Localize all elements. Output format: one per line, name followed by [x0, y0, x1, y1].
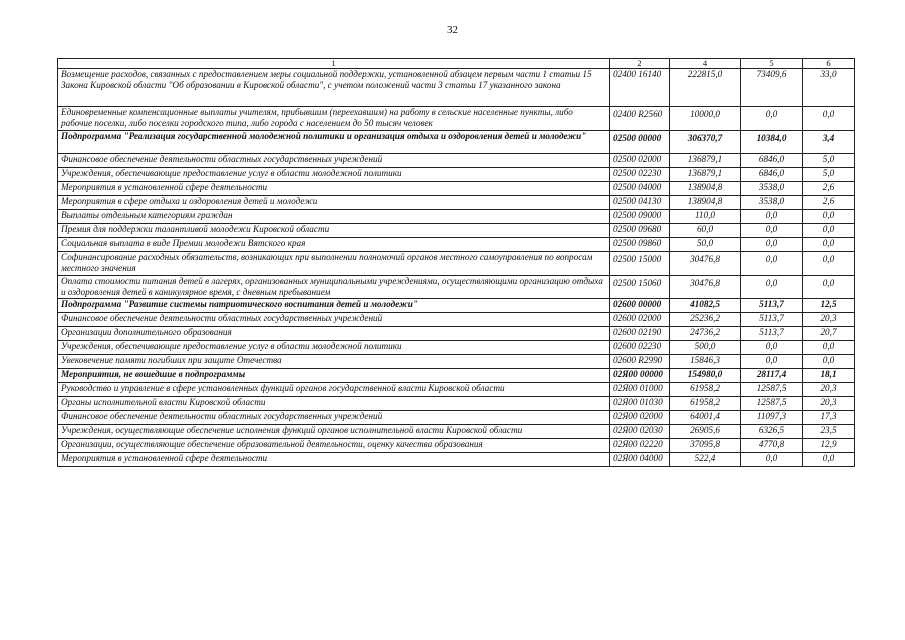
table-row [58, 223, 855, 237]
row-actual-value-cell: 5113,7 [741, 299, 803, 313]
table-row [58, 237, 855, 251]
row-percent-cell: 23,5 [803, 425, 855, 439]
table-row [58, 313, 855, 327]
row-percent-cell: 20,3 [803, 397, 855, 411]
row-code-cell: 02Я00 01000 [610, 383, 670, 397]
table-row [58, 299, 855, 313]
row-actual-value-cell: 0,0 [741, 251, 803, 275]
row-percent-cell: 2,6 [803, 195, 855, 209]
row-code-cell: 02500 02230 [610, 167, 670, 181]
row-name-cell: Возмещение расходов, связанных с предоставлением меры социальной поддержки, установленной абзацем первым части 1 статьи 15 Закона Кировской области "Об образовании в Кировской области", с учетом положений части 3 статьи 17 указанного закона [58, 69, 610, 107]
budget-table [57, 58, 855, 467]
row-code-cell: 02500 04130 [610, 195, 670, 209]
row-code-cell: 02Я00 01030 [610, 397, 670, 411]
table-row [58, 341, 855, 355]
row-percent-cell: 0,0 [803, 453, 855, 467]
table-row [58, 327, 855, 341]
row-actual-value-cell: 5113,7 [741, 313, 803, 327]
header-percent-column: 6 [803, 59, 855, 69]
row-name-cell: Мероприятия в установленной сфере деятельности [58, 453, 610, 467]
row-percent-cell: 0,0 [803, 275, 855, 299]
table-row [58, 167, 855, 181]
row-plan-value-cell: 64001,4 [670, 411, 741, 425]
row-name-cell: Подпрограмма "Развитие системы патриотического воспитания детей и молодежи" [58, 299, 610, 313]
table-row [58, 181, 855, 195]
row-name-cell: Софинансирование расходных обязательств, возникающих при выполнении полномочий органов местного самоуправления по вопросам местного значения [58, 251, 610, 275]
table-row [58, 425, 855, 439]
header-row [58, 59, 855, 69]
row-plan-value-cell: 136879,1 [670, 153, 741, 167]
row-plan-value-cell: 60,0 [670, 223, 741, 237]
row-percent-cell: 3,4 [803, 130, 855, 153]
row-plan-value-cell: 138904,8 [670, 195, 741, 209]
row-plan-value-cell: 61958,2 [670, 397, 741, 411]
row-plan-value-cell: 10000,0 [670, 107, 741, 131]
row-percent-cell: 18,1 [803, 369, 855, 383]
table-row [58, 153, 855, 167]
row-percent-cell: 20,7 [803, 327, 855, 341]
row-actual-value-cell: 3538,0 [741, 195, 803, 209]
header-name-column: 1 [58, 59, 610, 69]
row-percent-cell: 20,3 [803, 383, 855, 397]
row-code-cell: 02600 02190 [610, 327, 670, 341]
row-plan-value-cell: 138904,8 [670, 181, 741, 195]
row-percent-cell: 0,0 [803, 107, 855, 131]
row-name-cell: Мероприятия в установленной сфере деятельности [58, 181, 610, 195]
row-code-cell: 02500 02000 [610, 153, 670, 167]
table-row [58, 275, 855, 299]
row-name-cell: Финансовое обеспечение деятельности областных государственных учреждений [58, 411, 610, 425]
row-percent-cell: 20,3 [803, 313, 855, 327]
row-code-cell: 02500 09860 [610, 237, 670, 251]
row-code-cell: 02600 02230 [610, 341, 670, 355]
table-row [58, 383, 855, 397]
page-number: 32 [447, 24, 458, 36]
row-code-cell: 02500 04000 [610, 181, 670, 195]
row-code-cell: 02500 00000 [610, 130, 670, 153]
row-name-cell: Оплата стоимости питания детей в лагерях, организованных муниципальными учреждениями, осуществляющими организацию отдыха и оздоровления детей в каникулярное время, с дневным пребыванием [58, 275, 610, 299]
row-code-cell: 02400 16140 [610, 69, 670, 107]
row-plan-value-cell: 24736,2 [670, 327, 741, 341]
row-plan-value-cell: 306370,7 [670, 130, 741, 153]
table-row [58, 107, 855, 131]
table-row [58, 453, 855, 467]
row-percent-cell: 5,0 [803, 153, 855, 167]
row-code-cell: 02500 09000 [610, 209, 670, 223]
row-actual-value-cell: 3538,0 [741, 181, 803, 195]
row-name-cell: Премия для поддержки талантливой молодежи Кировской области [58, 223, 610, 237]
row-actual-value-cell: 28117,4 [741, 369, 803, 383]
row-plan-value-cell: 154980,0 [670, 369, 741, 383]
row-name-cell: Учреждения, осуществляющие обеспечение исполнения функций органов исполнительной власти Кировской области [58, 425, 610, 439]
table-row [58, 411, 855, 425]
table-row [58, 69, 855, 107]
row-code-cell: 02500 15000 [610, 251, 670, 275]
table-body [58, 69, 855, 467]
row-name-cell: Выплаты отдельным категориям граждан [58, 209, 610, 223]
table-row [58, 355, 855, 369]
row-code-cell: 02Я00 04000 [610, 453, 670, 467]
row-code-cell: 02600 R2990 [610, 355, 670, 369]
row-name-cell: Финансовое обеспечение деятельности областных государственных учреждений [58, 313, 610, 327]
header-plan-column: 4 [670, 59, 741, 69]
row-code-cell: 02600 02000 [610, 313, 670, 327]
row-name-cell: Единовременные компенсационные выплаты учителям, прибывшим (переехавшим) на работу в сельские населенные пункты, либо рабочие поселки, либо поселки городского типа, либо города с населением до 50 тысяч человек [58, 107, 610, 131]
row-actual-value-cell: 6846,0 [741, 167, 803, 181]
row-actual-value-cell: 12587,5 [741, 383, 803, 397]
table-row [58, 130, 855, 153]
row-actual-value-cell: 0,0 [741, 453, 803, 467]
row-percent-cell: 33,0 [803, 69, 855, 107]
row-plan-value-cell: 110,0 [670, 209, 741, 223]
row-actual-value-cell: 6846,0 [741, 153, 803, 167]
row-code-cell: 02400 R2560 [610, 107, 670, 131]
row-plan-value-cell: 222815,0 [670, 69, 741, 107]
row-plan-value-cell: 50,0 [670, 237, 741, 251]
row-plan-value-cell: 136879,1 [670, 167, 741, 181]
row-actual-value-cell: 6326,5 [741, 425, 803, 439]
row-name-cell: Руководство и управление в сфере установленных функций органов государственной власти Кировской области [58, 383, 610, 397]
row-actual-value-cell: 11097,3 [741, 411, 803, 425]
row-actual-value-cell: 5113,7 [741, 327, 803, 341]
row-name-cell: Учреждения, обеспечивающие предоставление услуг в области молодежной политики [58, 167, 610, 181]
row-actual-value-cell: 0,0 [741, 341, 803, 355]
row-percent-cell: 0,0 [803, 209, 855, 223]
table-row [58, 397, 855, 411]
row-actual-value-cell: 0,0 [741, 237, 803, 251]
row-plan-value-cell: 30476,8 [670, 251, 741, 275]
row-code-cell: 02Я00 02220 [610, 439, 670, 453]
table-row [58, 369, 855, 383]
table-header [58, 59, 855, 69]
row-percent-cell: 12,9 [803, 439, 855, 453]
row-name-cell: Увековечение памяти погибших при защите Отечества [58, 355, 610, 369]
row-plan-value-cell: 41082,5 [670, 299, 741, 313]
row-percent-cell: 0,0 [803, 237, 855, 251]
row-code-cell: 02Я00 02000 [610, 411, 670, 425]
table-row [58, 439, 855, 453]
row-name-cell: Мероприятия, не вошедшие в подпрограммы [58, 369, 610, 383]
row-actual-value-cell: 73409,6 [741, 69, 803, 107]
row-code-cell: 02Я00 02030 [610, 425, 670, 439]
row-plan-value-cell: 25236,2 [670, 313, 741, 327]
row-percent-cell: 0,0 [803, 223, 855, 237]
row-code-cell: 02500 09680 [610, 223, 670, 237]
row-actual-value-cell: 0,0 [741, 275, 803, 299]
row-actual-value-cell: 0,0 [741, 209, 803, 223]
row-code-cell: 02600 00000 [610, 299, 670, 313]
row-actual-value-cell: 0,0 [741, 355, 803, 369]
row-percent-cell: 0,0 [803, 251, 855, 275]
row-name-cell: Организации дополнительного образования [58, 327, 610, 341]
row-actual-value-cell: 10384,0 [741, 130, 803, 153]
row-percent-cell: 12,5 [803, 299, 855, 313]
row-code-cell: 02500 15060 [610, 275, 670, 299]
row-percent-cell: 5,0 [803, 167, 855, 181]
row-name-cell: Мероприятия в сфере отдыха и оздоровления детей и молодежи [58, 195, 610, 209]
row-plan-value-cell: 15846,3 [670, 355, 741, 369]
row-plan-value-cell: 26905,6 [670, 425, 741, 439]
row-plan-value-cell: 61958,2 [670, 383, 741, 397]
row-code-cell: 02Я00 00000 [610, 369, 670, 383]
row-name-cell: Социальная выплата в виде Премии молодежи Вятского края [58, 237, 610, 251]
row-percent-cell: 2,6 [803, 181, 855, 195]
row-plan-value-cell: 522,4 [670, 453, 741, 467]
row-actual-value-cell: 0,0 [741, 223, 803, 237]
row-actual-value-cell: 0,0 [741, 107, 803, 131]
row-plan-value-cell: 30476,8 [670, 275, 741, 299]
header-code-column: 2 [610, 59, 670, 69]
row-percent-cell: 0,0 [803, 341, 855, 355]
row-name-cell: Учреждения, обеспечивающие предоставление услуг в области молодежной политики [58, 341, 610, 355]
header-actual-column: 5 [741, 59, 803, 69]
row-plan-value-cell: 37095,8 [670, 439, 741, 453]
table-row [58, 209, 855, 223]
row-name-cell: Организации, осуществляющие обеспечение образовательной деятельности, оценку качества образования [58, 439, 610, 453]
row-name-cell: Органы исполнительной власти Кировской области [58, 397, 610, 411]
row-actual-value-cell: 12587,5 [741, 397, 803, 411]
table-row [58, 251, 855, 275]
row-plan-value-cell: 500,0 [670, 341, 741, 355]
row-actual-value-cell: 4770,8 [741, 439, 803, 453]
row-percent-cell: 17,3 [803, 411, 855, 425]
row-name-cell: Финансовое обеспечение деятельности областных государственных учреждений [58, 153, 610, 167]
row-name-cell: Подпрограмма "Реализация государственной молодежной политики и организация отдыха и оздоровления детей и молодежи" [58, 130, 610, 153]
row-percent-cell: 0,0 [803, 355, 855, 369]
table-row [58, 195, 855, 209]
